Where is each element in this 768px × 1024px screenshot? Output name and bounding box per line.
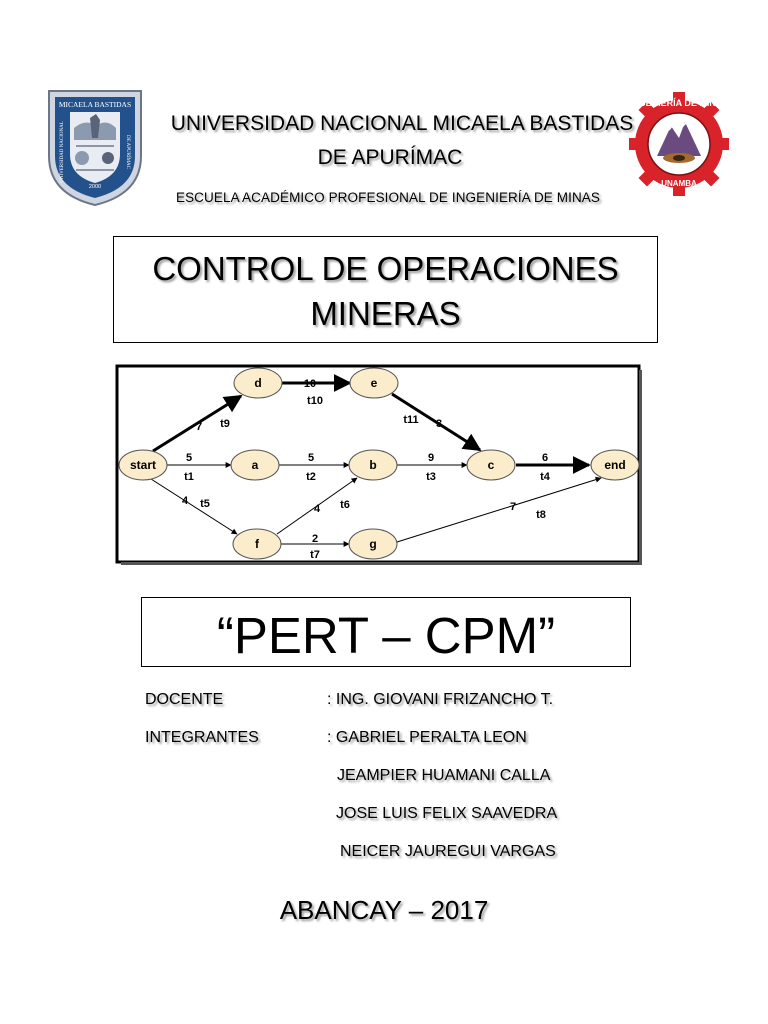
university-name-line2: DE APURÍMAC [317, 146, 463, 169]
edge-g-end-task: t8 [536, 509, 546, 521]
edge-c-end-task: t4 [540, 471, 550, 483]
edge-start-d-duration: 7 [195, 421, 203, 433]
school-name: ESCUELA ACADÉMICO PROFESIONAL DE INGENIERÍA DE MINAS [175, 190, 601, 205]
node-e-label: e [370, 376, 378, 390]
edge-e-c-duration: 3 [435, 418, 443, 430]
edge-b-c-duration: 9 [427, 452, 435, 464]
edge-start-f-task: t5 [200, 498, 210, 510]
edge-f-g-duration: 2 [311, 533, 319, 545]
integrante-2: JEAMPIER HUAMANI CALLA [337, 767, 551, 784]
node-start-label: start [129, 458, 157, 472]
svg-text:INGENIERÍA DE MINAS: INGENIERÍA DE MINAS [629, 98, 729, 108]
node-end-label: end [604, 458, 626, 472]
svg-text:UNIVERSIDAD NACIONAL: UNIVERSIDAD NACIONAL [60, 121, 65, 183]
docente-label: DOCENTE [145, 691, 224, 708]
integrantes-label: INTEGRANTES [145, 729, 259, 746]
svg-text:MICAELA BASTIDAS: MICAELA BASTIDAS [58, 100, 132, 109]
integrante-1: : GABRIEL PERALTA LEON [327, 729, 527, 746]
edge-a-b-duration: 5 [307, 452, 315, 464]
edge-f-b-task: t6 [340, 499, 350, 511]
edge-f-b-duration: 4 [313, 503, 321, 515]
integrante-3: JOSE LUIS FELIX SAAVEDRA [336, 805, 558, 822]
edge-a-b-task: t2 [306, 471, 316, 483]
faculty-logo [627, 86, 731, 204]
node-f-label: f [255, 537, 259, 551]
city-year: ABANCAY – 2017 [279, 895, 489, 925]
course-title-box [113, 236, 658, 343]
course-title-line2: MINERAS [310, 295, 461, 332]
node-g-label: g [369, 537, 377, 551]
svg-text:2000: 2000 [88, 184, 102, 190]
document-title-box [141, 597, 631, 667]
node-d-label: d [254, 376, 262, 390]
svg-text:UNAMBA: UNAMBA [661, 179, 697, 188]
docente-value: : ING. GIOVANI FRIZANCHO T. [327, 691, 554, 708]
edge-f-g-task: t7 [310, 549, 320, 561]
integrante-4: NEICER JAUREGUI VARGAS [340, 843, 556, 860]
node-b-label: b [369, 458, 377, 472]
node-c-label: c [487, 458, 495, 472]
edge-start-a-task: t1 [184, 471, 194, 483]
university-name-line1: UNIVERSIDAD NACIONAL MICAELA BASTIDAS [170, 112, 634, 135]
node-a-label: a [251, 458, 259, 472]
edge-c-end-duration: 6 [541, 452, 549, 464]
edge-e-c-task: t11 [403, 414, 419, 426]
edge-d-e-task: t10 [307, 395, 323, 407]
document-title: “PERT – CPM” [216, 607, 556, 664]
edge-b-c-task: t3 [426, 471, 436, 483]
edge-start-d-task: t9 [220, 418, 230, 430]
pert-network-diagram [113, 362, 643, 566]
edge-start-f-duration: 4 [181, 495, 189, 507]
edge-g-end-duration: 7 [509, 501, 517, 513]
edge-d-e-duration: 10 [303, 378, 317, 390]
svg-text:DE APURÍMAC: DE APURÍMAC [125, 134, 130, 170]
edge-start-a-duration: 5 [185, 452, 193, 464]
course-title-line1: CONTROL DE OPERACIONES [152, 250, 619, 287]
